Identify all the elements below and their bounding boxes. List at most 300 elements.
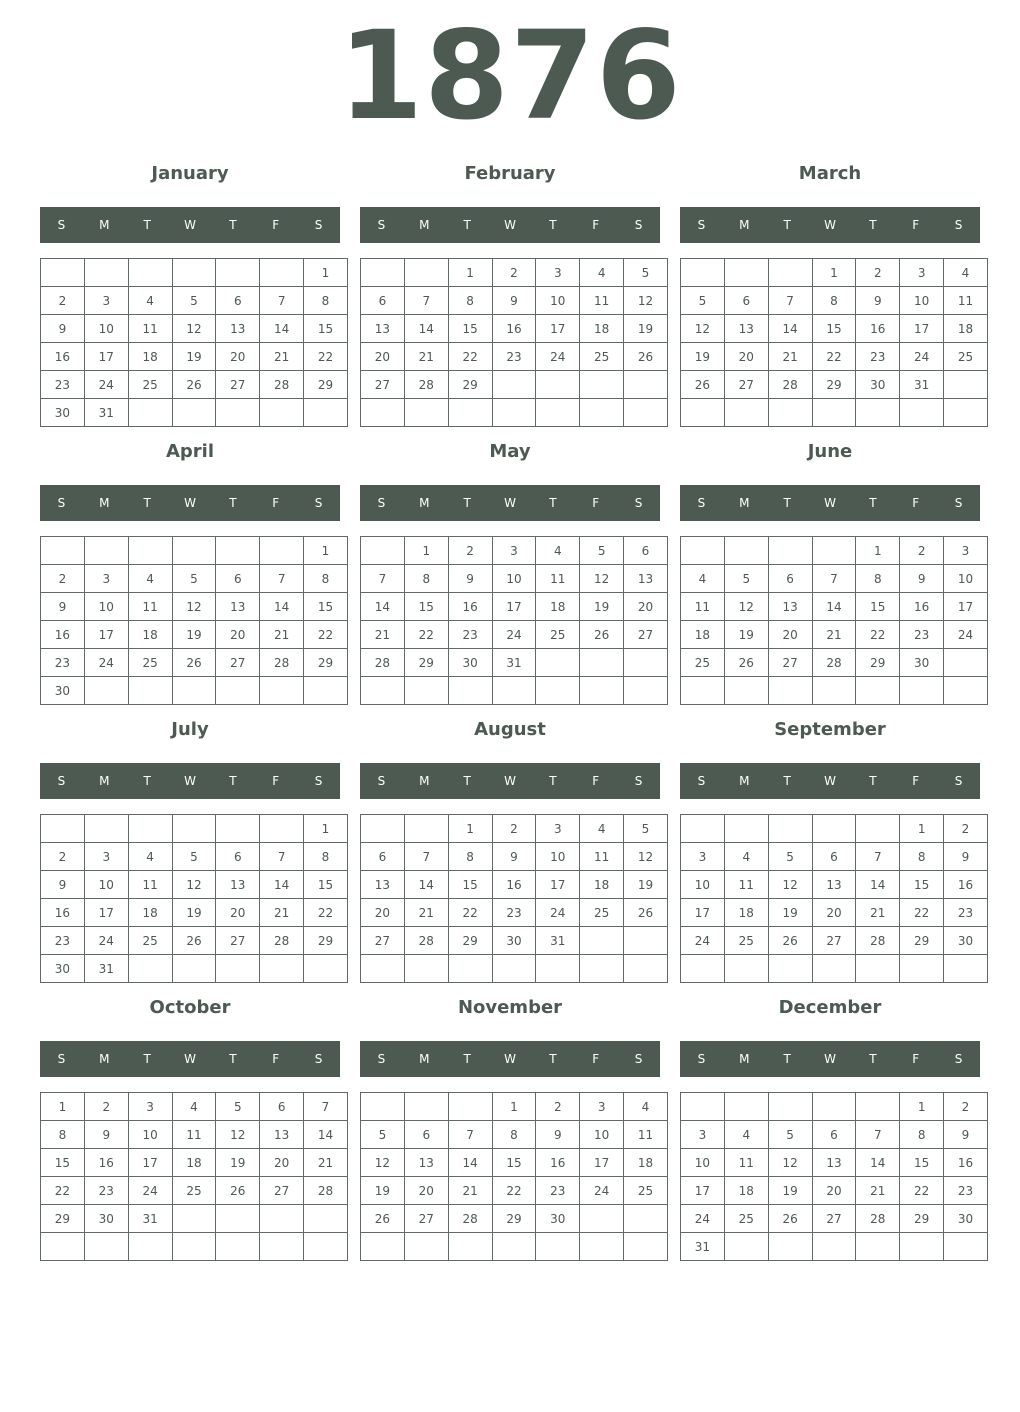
day-cell: 29 [448, 371, 492, 399]
day-cell: 12 [681, 315, 725, 343]
day-cell: 1 [41, 1093, 85, 1121]
weekday-label: W [184, 774, 196, 788]
day-cell: 3 [681, 843, 725, 871]
day-cell: 10 [84, 315, 128, 343]
day-cell: 10 [84, 871, 128, 899]
weekday-label: F [272, 218, 280, 232]
day-cell: 3 [128, 1093, 172, 1121]
day-cell: 21 [404, 899, 448, 927]
day-cell: 12 [768, 1149, 812, 1177]
day-cell: 27 [812, 1205, 856, 1233]
day-cell: 27 [361, 371, 405, 399]
day-cell: 6 [216, 843, 260, 871]
day-cell: 4 [128, 287, 172, 315]
day-cell: 5 [172, 287, 216, 315]
month-name: July [171, 719, 209, 740]
day-cell [260, 1205, 304, 1233]
day-cell [41, 537, 85, 565]
day-cell: 8 [41, 1121, 85, 1149]
day-cell: 4 [580, 259, 624, 287]
weekday-label: W [184, 496, 196, 510]
day-cell: 13 [216, 593, 260, 621]
day-cell: 26 [216, 1177, 260, 1205]
weekday-label: F [912, 496, 920, 510]
weekday-label: T [783, 496, 791, 510]
day-cell: 18 [724, 1177, 768, 1205]
day-cell: 1 [812, 259, 856, 287]
day-cell: 29 [900, 1205, 944, 1233]
day-cell: 24 [900, 343, 944, 371]
day-cell: 30 [41, 955, 85, 983]
day-cell: 18 [128, 899, 172, 927]
day-cell: 25 [536, 621, 580, 649]
day-cell [216, 259, 260, 287]
day-cell: 2 [944, 1093, 988, 1121]
weekday-label: M [419, 1052, 430, 1066]
weekday-label: T [143, 218, 151, 232]
day-cell: 5 [724, 565, 768, 593]
weekday-label: M [739, 496, 750, 510]
day-cell: 10 [681, 1149, 725, 1177]
day-cell: 27 [724, 371, 768, 399]
day-cell [624, 399, 668, 427]
day-grid [40, 1092, 348, 1261]
day-cell [768, 1093, 812, 1121]
month-name: December [778, 997, 882, 1018]
day-cell: 22 [856, 621, 900, 649]
day-cell: 12 [172, 871, 216, 899]
weekday-label: M [99, 496, 110, 510]
day-cell: 4 [536, 537, 580, 565]
day-cell: 4 [724, 1121, 768, 1149]
day-cell: 28 [260, 927, 304, 955]
day-cell [624, 371, 668, 399]
day-cell: 20 [361, 343, 405, 371]
day-cell: 13 [404, 1149, 448, 1177]
month-name: March [798, 163, 862, 184]
day-cell [404, 955, 448, 983]
day-cell: 9 [900, 565, 944, 593]
day-cell: 28 [304, 1177, 348, 1205]
day-cell: 2 [492, 259, 536, 287]
day-cell: 20 [724, 343, 768, 371]
day-cell [681, 399, 725, 427]
day-cell: 3 [84, 843, 128, 871]
weekday-label: T [463, 774, 471, 788]
day-cell: 11 [944, 287, 988, 315]
day-cell: 3 [492, 537, 536, 565]
day-cell: 11 [128, 871, 172, 899]
day-cell: 6 [768, 565, 812, 593]
day-cell: 10 [84, 593, 128, 621]
day-cell: 5 [172, 565, 216, 593]
day-cell: 12 [768, 871, 812, 899]
day-cell: 15 [304, 593, 348, 621]
day-cell: 26 [172, 927, 216, 955]
day-cell [128, 537, 172, 565]
day-cell: 16 [41, 343, 85, 371]
day-cell: 20 [216, 621, 260, 649]
weekday-label: S [377, 1052, 386, 1066]
day-cell [580, 371, 624, 399]
day-cell [900, 399, 944, 427]
day-cell: 5 [681, 287, 725, 315]
day-cell: 30 [41, 677, 85, 705]
day-cell: 17 [128, 1149, 172, 1177]
day-cell: 6 [724, 287, 768, 315]
day-cell: 14 [856, 1149, 900, 1177]
day-cell [260, 399, 304, 427]
day-cell [128, 677, 172, 705]
day-cell: 12 [172, 315, 216, 343]
day-cell: 22 [900, 1177, 944, 1205]
weekday-label: S [634, 774, 643, 788]
day-grid [680, 536, 988, 705]
day-cell: 7 [404, 843, 448, 871]
day-cell [536, 677, 580, 705]
day-cell [404, 1093, 448, 1121]
day-cell [216, 537, 260, 565]
day-cell: 2 [41, 287, 85, 315]
month-name: September [774, 719, 886, 740]
day-cell [404, 1233, 448, 1261]
day-cell [768, 537, 812, 565]
day-cell [812, 537, 856, 565]
day-cell [536, 399, 580, 427]
weekday-label: S [57, 1052, 66, 1066]
day-cell: 27 [404, 1205, 448, 1233]
weekday-label: T [549, 218, 557, 232]
day-cell [536, 955, 580, 983]
day-cell: 23 [448, 621, 492, 649]
year-title: 1876 [338, 5, 682, 147]
day-cell: 23 [492, 343, 536, 371]
day-cell: 7 [856, 843, 900, 871]
day-cell: 13 [216, 315, 260, 343]
day-cell [536, 1233, 580, 1261]
day-cell [260, 815, 304, 843]
weekday-label: T [463, 496, 471, 510]
day-cell: 16 [536, 1149, 580, 1177]
day-cell [768, 399, 812, 427]
day-cell: 31 [492, 649, 536, 677]
weekday-label: S [697, 218, 706, 232]
day-cell [448, 399, 492, 427]
day-cell: 21 [361, 621, 405, 649]
day-cell [768, 1233, 812, 1261]
day-grid [40, 536, 348, 705]
day-cell [84, 677, 128, 705]
day-grid [680, 814, 988, 983]
day-cell: 17 [84, 899, 128, 927]
day-cell [128, 399, 172, 427]
day-cell: 7 [260, 287, 304, 315]
day-cell [900, 1233, 944, 1261]
day-cell: 7 [448, 1121, 492, 1149]
day-cell: 3 [536, 259, 580, 287]
day-cell [856, 1233, 900, 1261]
weekday-label: F [272, 774, 280, 788]
day-cell [172, 399, 216, 427]
day-cell [448, 1233, 492, 1261]
weekday-label: S [377, 774, 386, 788]
day-cell: 7 [812, 565, 856, 593]
day-cell [172, 1233, 216, 1261]
day-cell: 12 [172, 593, 216, 621]
day-cell: 24 [944, 621, 988, 649]
weekday-label: S [314, 496, 323, 510]
month-name: August [474, 719, 546, 740]
day-cell: 10 [492, 565, 536, 593]
day-cell: 17 [492, 593, 536, 621]
day-cell: 18 [536, 593, 580, 621]
day-cell [361, 259, 405, 287]
weekday-header [360, 485, 660, 521]
day-cell: 21 [768, 343, 812, 371]
day-cell: 2 [944, 815, 988, 843]
day-cell [856, 815, 900, 843]
day-cell: 12 [724, 593, 768, 621]
day-cell [216, 815, 260, 843]
day-cell: 14 [260, 593, 304, 621]
day-cell: 8 [304, 565, 348, 593]
day-cell: 11 [536, 565, 580, 593]
day-cell: 15 [900, 1149, 944, 1177]
day-cell: 27 [624, 621, 668, 649]
day-cell: 23 [944, 899, 988, 927]
day-cell [260, 955, 304, 983]
day-cell: 11 [724, 1149, 768, 1177]
weekday-label: T [549, 1052, 557, 1066]
day-cell [580, 955, 624, 983]
day-cell: 24 [84, 649, 128, 677]
weekday-label: S [57, 218, 66, 232]
day-cell [812, 399, 856, 427]
day-cell: 19 [768, 899, 812, 927]
day-cell [580, 399, 624, 427]
day-cell: 15 [900, 871, 944, 899]
day-cell: 14 [260, 315, 304, 343]
day-cell: 27 [361, 927, 405, 955]
day-cell [944, 677, 988, 705]
day-cell: 7 [304, 1093, 348, 1121]
weekday-label: S [57, 496, 66, 510]
day-grid [40, 258, 348, 427]
day-cell [172, 677, 216, 705]
day-cell [681, 537, 725, 565]
day-cell [681, 815, 725, 843]
day-cell [84, 537, 128, 565]
day-cell [681, 955, 725, 983]
day-cell: 18 [128, 343, 172, 371]
day-cell: 30 [84, 1205, 128, 1233]
day-cell: 18 [172, 1149, 216, 1177]
day-cell [361, 955, 405, 983]
day-cell: 28 [812, 649, 856, 677]
day-cell [172, 955, 216, 983]
day-cell: 22 [304, 899, 348, 927]
day-cell: 13 [724, 315, 768, 343]
day-cell: 21 [856, 899, 900, 927]
weekday-label: S [314, 1052, 323, 1066]
day-cell: 20 [812, 1177, 856, 1205]
day-cell: 5 [216, 1093, 260, 1121]
weekday-label: S [377, 496, 386, 510]
day-cell [944, 371, 988, 399]
day-cell: 9 [41, 871, 85, 899]
day-cell: 20 [216, 343, 260, 371]
day-cell [724, 955, 768, 983]
day-cell [580, 649, 624, 677]
day-cell: 30 [41, 399, 85, 427]
month-name: February [464, 163, 556, 184]
day-cell: 9 [944, 1121, 988, 1149]
day-cell: 25 [624, 1177, 668, 1205]
day-cell: 9 [492, 843, 536, 871]
weekday-label: T [463, 218, 471, 232]
day-cell: 31 [536, 927, 580, 955]
day-cell: 13 [812, 871, 856, 899]
day-cell: 18 [724, 899, 768, 927]
day-cell: 5 [580, 537, 624, 565]
day-cell: 30 [944, 927, 988, 955]
day-cell: 1 [492, 1093, 536, 1121]
day-cell: 25 [580, 899, 624, 927]
day-cell: 21 [404, 343, 448, 371]
month-name: June [807, 441, 853, 462]
day-cell: 15 [448, 315, 492, 343]
day-cell: 11 [128, 593, 172, 621]
day-cell [900, 677, 944, 705]
day-cell: 5 [172, 843, 216, 871]
day-grid [680, 258, 988, 427]
day-cell: 2 [41, 565, 85, 593]
day-cell: 13 [216, 871, 260, 899]
weekday-label: S [377, 218, 386, 232]
day-cell: 11 [624, 1121, 668, 1149]
day-cell [900, 955, 944, 983]
day-cell [361, 677, 405, 705]
day-cell: 13 [624, 565, 668, 593]
weekday-label: S [634, 1052, 643, 1066]
day-cell [260, 677, 304, 705]
day-cell: 15 [448, 871, 492, 899]
day-cell: 23 [84, 1177, 128, 1205]
day-cell: 18 [580, 315, 624, 343]
day-cell: 9 [41, 315, 85, 343]
day-cell [172, 1205, 216, 1233]
day-cell: 13 [812, 1149, 856, 1177]
weekday-label: T [783, 218, 791, 232]
day-cell: 21 [260, 621, 304, 649]
weekday-label: S [634, 218, 643, 232]
day-cell: 27 [812, 927, 856, 955]
day-cell: 1 [900, 815, 944, 843]
day-cell [580, 927, 624, 955]
day-cell: 1 [448, 815, 492, 843]
weekday-label: S [634, 496, 643, 510]
day-cell: 22 [304, 621, 348, 649]
day-cell: 27 [216, 371, 260, 399]
weekday-label: T [143, 1052, 151, 1066]
day-cell: 14 [812, 593, 856, 621]
weekday-label: W [504, 218, 516, 232]
day-cell: 22 [41, 1177, 85, 1205]
day-cell [361, 1093, 405, 1121]
day-cell [681, 259, 725, 287]
day-cell: 19 [580, 593, 624, 621]
day-cell [624, 649, 668, 677]
day-cell: 4 [624, 1093, 668, 1121]
day-cell: 11 [172, 1121, 216, 1149]
weekday-label: W [504, 774, 516, 788]
day-cell: 17 [536, 871, 580, 899]
day-grid [360, 814, 668, 983]
day-cell: 15 [304, 871, 348, 899]
day-cell: 26 [580, 621, 624, 649]
weekday-label: F [272, 496, 280, 510]
day-cell [624, 1205, 668, 1233]
day-cell: 2 [448, 537, 492, 565]
day-cell: 30 [856, 371, 900, 399]
day-cell [624, 1233, 668, 1261]
day-cell: 28 [260, 649, 304, 677]
weekday-label: S [954, 218, 963, 232]
weekday-label: F [272, 1052, 280, 1066]
day-cell: 5 [768, 1121, 812, 1149]
day-cell: 23 [856, 343, 900, 371]
day-cell [304, 677, 348, 705]
day-cell: 20 [216, 899, 260, 927]
day-cell: 13 [768, 593, 812, 621]
day-cell: 27 [216, 927, 260, 955]
weekday-label: S [697, 774, 706, 788]
day-cell [856, 677, 900, 705]
weekday-header [40, 485, 340, 521]
weekday-label: T [463, 1052, 471, 1066]
day-cell: 19 [216, 1149, 260, 1177]
day-cell: 16 [944, 871, 988, 899]
weekday-label: W [184, 1052, 196, 1066]
day-cell: 8 [448, 843, 492, 871]
day-cell: 28 [448, 1205, 492, 1233]
day-cell [216, 1233, 260, 1261]
weekday-header [680, 1041, 980, 1077]
day-cell [84, 1233, 128, 1261]
day-cell: 4 [580, 815, 624, 843]
day-cell [172, 815, 216, 843]
day-cell: 17 [944, 593, 988, 621]
day-cell: 1 [304, 537, 348, 565]
day-cell: 22 [448, 899, 492, 927]
day-cell: 28 [856, 927, 900, 955]
day-cell: 20 [260, 1149, 304, 1177]
day-cell: 14 [768, 315, 812, 343]
day-cell: 16 [856, 315, 900, 343]
day-cell: 19 [624, 871, 668, 899]
weekday-label: M [419, 218, 430, 232]
day-cell: 10 [900, 287, 944, 315]
day-cell [41, 1233, 85, 1261]
day-cell [260, 537, 304, 565]
day-cell [404, 677, 448, 705]
day-cell [681, 677, 725, 705]
weekday-label: T [143, 774, 151, 788]
day-cell: 8 [900, 1121, 944, 1149]
day-cell [361, 399, 405, 427]
day-cell: 16 [900, 593, 944, 621]
weekday-label: T [229, 496, 237, 510]
